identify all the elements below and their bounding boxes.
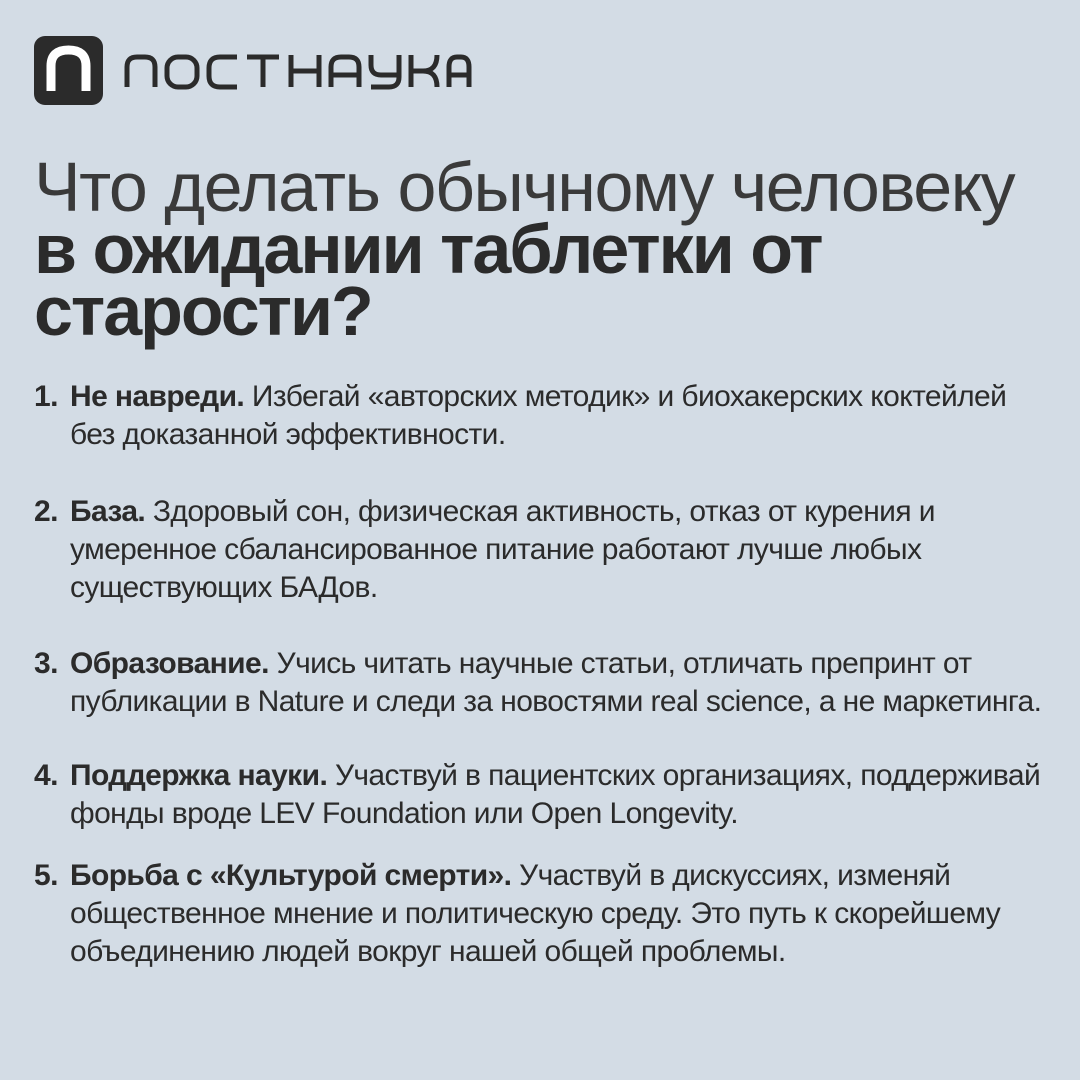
list-item <box>34 857 1054 971</box>
tip-text: Здоровый сон, физическая активность, отказ от курения и умеренное сбалансированное питание работают лучше любых существующих БАДов. <box>70 495 935 604</box>
list-item <box>34 493 1054 607</box>
tip-number: 2. <box>34 495 58 528</box>
tip-number: 4. <box>34 759 58 792</box>
brand-header <box>34 36 473 105</box>
tip-number: 3. <box>34 647 58 680</box>
list-item <box>34 378 1054 454</box>
list-item <box>34 645 1054 721</box>
title-regular: Что делать обычному человеку <box>34 148 1015 226</box>
brand-wordmark <box>123 51 473 91</box>
tip-title: Поддержка науки. <box>70 759 328 792</box>
tip-number: 5. <box>34 859 58 892</box>
tip-text: Учись читать научные статьи, отличать препринт от публикации в Nature и следи за новостями real science, а не маркетинга. <box>70 647 1042 718</box>
tip-title: Борьба с «Культурой смерти». <box>70 859 512 892</box>
tips-list <box>34 378 1054 971</box>
list-item <box>34 757 1054 833</box>
tip-title: Не навреди. <box>70 380 245 413</box>
tip-title: База. <box>70 495 146 528</box>
tip-text: Участвуй в пациентских организациях, поддерживай фонды вроде LEV Foundation или Open Longevity. <box>70 759 1041 830</box>
letter-p-icon <box>34 36 103 105</box>
tip-text: Избегай «авторских методик» и биохакерских коктейлей без доказанной эффективности. <box>70 380 1007 451</box>
tip-title: Образование. <box>70 647 269 680</box>
tip-number: 1. <box>34 380 58 413</box>
title-bold: в ожидании таблетки от старости? <box>34 210 822 350</box>
page-title <box>34 148 1044 350</box>
tip-text: Участвуй в дискуссиях, изменяй общественное мнение и политическую среду. Это путь к скорейшему объединению людей вокруг нашей общей проблемы. <box>70 859 1001 968</box>
